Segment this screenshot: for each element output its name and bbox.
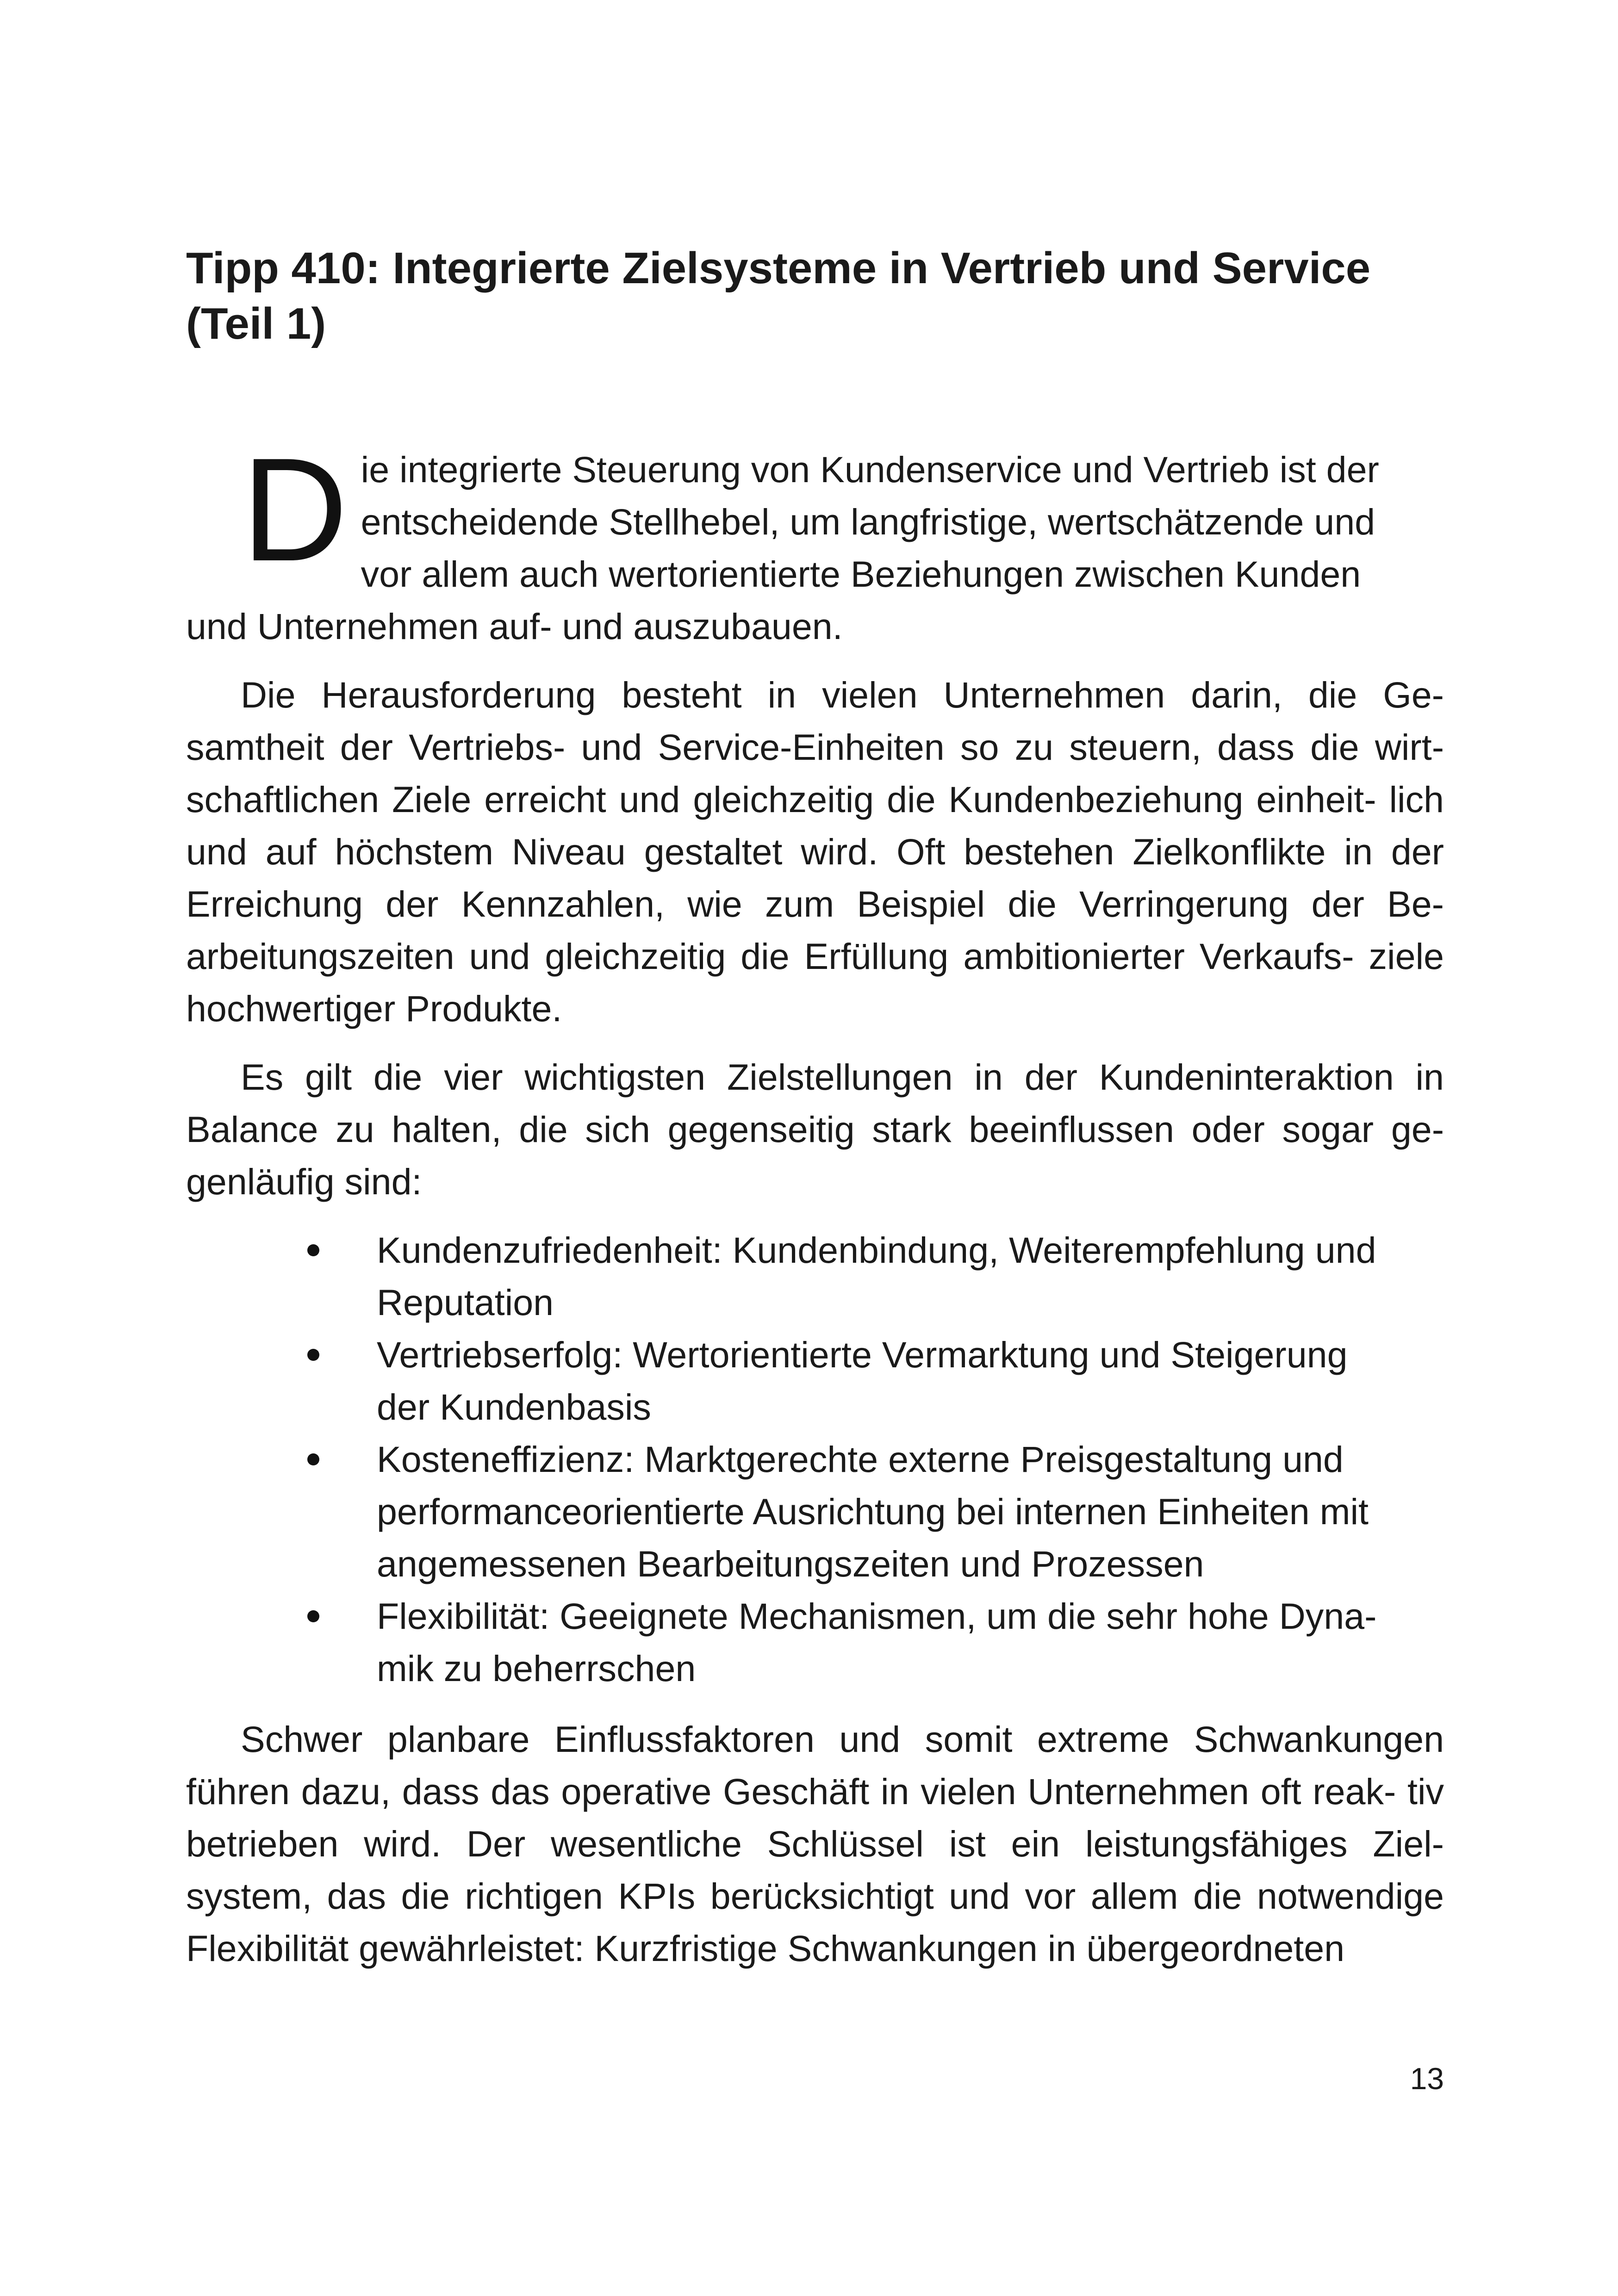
paragraph-line: der Erreichung der Kennzahlen, wie zum Beispiel die Verringerung der Be- — [186, 831, 1444, 925]
body-text — [186, 428, 1444, 1991]
list-item-line: Kundenzufriedenheit: Kundenbindung, Weiterempfehlung und — [377, 1229, 1376, 1271]
paragraph-line: lich und auf höchstem Niveau gestaltet wird. Oft bestehen Zielkonflikte in — [186, 779, 1444, 872]
paragraph-line: arbeitungszeiten und gleichzeitig die Erfüllung ambitionierter Verkaufs- — [186, 936, 1354, 977]
list-item-line: mik zu beherrschen — [377, 1648, 696, 1689]
bullet-icon — [307, 1349, 319, 1361]
paragraph-line: Es gilt die vier wichtigsten Zielstellungen in der Kundeninteraktion in — [241, 1056, 1444, 1098]
paragraph-line: Die Herausforderung besteht in vielen Unternehmen darin, die Ge- — [241, 674, 1444, 715]
paragraph-line: Balance zu halten, die sich gegenseitig stark beeinflussen oder sogar ge- — [186, 1109, 1444, 1150]
paragraph-line: schaftlichen Ziele erreicht und gleichzeitig die Kundenbeziehung einheit- — [186, 779, 1376, 820]
page-title — [186, 241, 1444, 352]
paragraph-challenge — [186, 669, 1444, 1035]
paragraph-closing — [186, 1713, 1444, 1974]
document-page — [186, 0, 1444, 2296]
bullet-icon — [307, 1453, 319, 1465]
paragraph-line: tiv betrieben wird. Der wesentliche Schlüssel ist ein leistungsfähiges Ziel- — [186, 1771, 1444, 1864]
drop-cap: D — [242, 428, 348, 592]
list-item-line: Kosteneffizienz: Marktgerechte externe Preisgestaltung und — [377, 1439, 1344, 1480]
list-item — [186, 1590, 1444, 1694]
list-item-line: der Kundenbasis — [377, 1386, 651, 1427]
list-item — [186, 1433, 1444, 1590]
paragraph-line: system, das die richtigen KPIs berücksichtigt und vor allem die notwendige — [186, 1875, 1444, 1917]
paragraph-line: ziele hochwertiger Produkte. — [186, 936, 1444, 1029]
page-number: 13 — [1410, 2061, 1444, 2096]
bullet-icon — [307, 1244, 319, 1256]
list-item — [186, 1224, 1444, 1328]
list-item-line: angemessenen Bearbeitungszeiten und Prozessen — [377, 1543, 1204, 1584]
list-item-line: Vertriebserfolg: Wertorientierte Vermarktung und Steigerung — [377, 1334, 1348, 1375]
title-line-2: (Teil 1) — [186, 299, 326, 348]
paragraph-line: Schwer planbare Einflussfaktoren und somit extreme Schwankungen — [241, 1719, 1444, 1760]
bullet-icon — [307, 1610, 319, 1622]
list-item — [186, 1328, 1444, 1433]
intro-line: entscheidende Stellhebel, um langfristige, wertschätzende und — [361, 501, 1375, 542]
list-item-line: Reputation — [377, 1282, 554, 1323]
paragraph-line: führen dazu, dass das operative Geschäft in vielen Unternehmen oft reak- — [186, 1771, 1396, 1812]
paragraph-line: Flexibilität gewährleistet: Kurzfristige Schwankungen in übergeordneten — [186, 1928, 1345, 1969]
paragraph-goals — [186, 1051, 1444, 1208]
title-line-1: Tipp 410: Integrierte Zielsysteme in Vertrieb und Service — [186, 243, 1371, 293]
intro-paragraph — [186, 428, 1444, 652]
list-item-line: Flexibilität: Geeignete Mechanismen, um die sehr hohe Dyna- — [377, 1595, 1377, 1637]
goal-list — [186, 1224, 1444, 1694]
paragraph-line: samtheit der Vertriebs- und Service-Einheiten so zu steuern, dass die wirt- — [186, 726, 1444, 768]
intro-line: ie integrierte Steuerung von Kundenservice und Vertrieb ist der — [361, 449, 1379, 490]
list-item-line: performanceorientierte Ausrichtung bei internen Einheiten mit — [377, 1491, 1369, 1532]
intro-line: vor allem auch wertorientierte Beziehungen zwischen Kunden — [361, 553, 1361, 595]
intro-line: und Unternehmen auf- und auszubauen. — [186, 606, 843, 647]
paragraph-line: genläufig sind: — [186, 1161, 422, 1202]
